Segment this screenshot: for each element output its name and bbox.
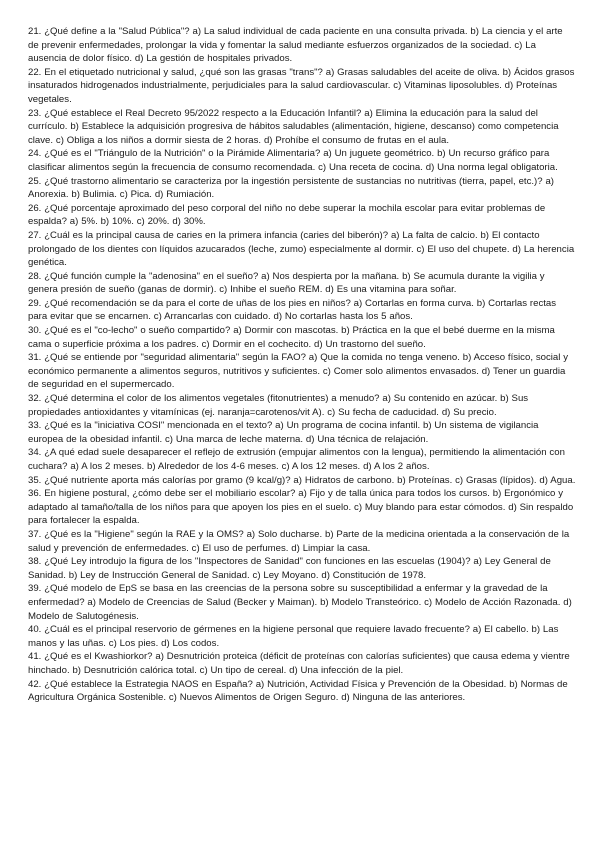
question-37: 37. ¿Qué es la "Higiene" según la RAE y la OMS? a) Solo ducharse. b) Parte de la medicina orientada a la conservación de la salud y prevención de enfermedades. c) El uso de perfumes. d) Limpiar la casa. bbox=[28, 528, 570, 554]
question-29: 29. ¿Qué recomendación se da para el corte de uñas de los pies en niños? a) Cortarlas en forma curva. b) Cortarlas rectas para evitar que se encarnen. c) Arrancarlas con cuidado. d) No cortarlas hasta los 5 años. bbox=[28, 297, 557, 323]
question-26: 26. ¿Qué porcentaje aproximado del peso corporal del niño no debe superar la mochila escolar para evitar problemas de espalda? a) 5%. b) 10%. c) 20%. d) 30%. bbox=[28, 202, 546, 228]
question-36: 36. En higiene postural, ¿cómo debe ser el mobiliario escolar? a) Fijo y de talla única para todos los cursos. b) Ergonómico y adaptado al tamaño/talla de los niños para que apoyen los pies en el suelo. c) Muy blando para estar cómodos. d) Sin respaldo para fortalecer la espalda. bbox=[28, 488, 574, 527]
question-35: 35. ¿Qué nutriente aporta más calorías por gramo (9 kcal/g)? a) Hidratos de carbono. b) Proteínas. c) Grasas (lípidos). d) Agua. bbox=[28, 474, 576, 486]
question-38: 38. ¿Qué Ley introdujo la figura de los "Inspectores de Sanidad" con funciones en las escuelas (1904)? a) Ley General de Sanidad. b) Ley de Instrucción General de Sanidad. c) Ley Moyano. d) Constitución de 1978. bbox=[28, 556, 551, 581]
question-33: 33. ¿Qué es la "iniciativa COSI" mencionada en el texto? a) Un programa de cocina infantil. b) Un sistema de vigilancia europea de la obesidad infantil. c) Una marca de leche materna. d) Una técnica de relajación. bbox=[28, 420, 539, 445]
question-23: 23. ¿Qué establece el Real Decreto 95/2022 respecto a la Educación Infantil? a) Elimina la educación para la salud del currículo. b) Establece la adquisición progresiva de hábitos saludables (alimentación, higiene, descanso) como competencia clave. c) Obliga a los niños a dormir siesta de 2 horas. d) Prohíbe el consumo de frutas en el aula. bbox=[28, 107, 559, 146]
question-21: 21. ¿Qué define a la "Salud Pública"? a) La salud individual de cada paciente en una consulta privada. b) La ciencia y el arte de prevenir enfermedades, prolongar la vida y fomentar la salud mediante esfuerzos organizados de la sociedad. c) La ausencia de dolor físico. d) La gestión de hospitales privados. bbox=[28, 26, 563, 65]
question-25: 25. ¿Qué trastorno alimentario se caracteriza por la ingestión persistente de sustancias no nutritivas (tierra, papel, etc.)? a) Anorexia. b) Bulimia. c) Pica. d) Rumiación. bbox=[28, 175, 554, 201]
document-page bbox=[28, 25, 576, 705]
question-32: 32. ¿Qué determina el color de los alimentos vegetales (fitonutrientes) a menudo? a) Su contenido en azúcar. b) Sus propiedades antioxidantes y vitamínicas (ej. naranja=carotenos/vit A). c) Su fecha de caducidad. d) Su precio. bbox=[28, 393, 529, 418]
question-30: 30. ¿Qué es el "co-lecho" o sueño compartido? a) Dormir con mascotas. b) Práctica en la que el bebé duerme en la misma cama o superficie próxima a los padres. c) Dormir en el cochecito. d) Un trastorno del sueño. bbox=[28, 325, 555, 350]
question-39: 39. ¿Qué modelo de EpS se basa en las creencias de la persona sobre su susceptibilidad a enfermar y la gravedad de la enfermedad? a) Modelo de Creencias de Salud (Becker y Maiman). b) Modelo Transteórico. c) Modelo de Acción Razonada. d) Modelo de Salutogénesis. bbox=[28, 583, 572, 622]
question-31: 31. ¿Qué se entiende por "seguridad alimentaria" según la FAO? a) Que la comida no tenga veneno. b) Acceso físico, social y económico permanente a alimentos seguros, nutritivos y suficientes. c) Comer solo alimentos envasados. d) Tener un guardia de seguridad en el supermercado. bbox=[28, 352, 569, 391]
question-28: 28. ¿Qué función cumple la "adenosina" en el sueño? a) Nos despierta por la mañana. b) Se acumula durante la vigilia y genera presión de sueño (ganas de dormir). c) Inhibe el sueño REM. d) Es una vitamina para soñar. bbox=[28, 270, 545, 296]
question-42: 42. ¿Qué establece la Estrategia NAOS en España? a) Nutrición, Actividad Física y Prevención de la Obesidad. b) Normas de Agricultura Orgánica Sostenible. c) Nuevos Alimentos de Origen Seguro. d) Ninguna de las anteriores. bbox=[28, 678, 568, 704]
question-34: 34. ¿A qué edad suele desaparecer el reflejo de extrusión (empujar alimentos con la lengua), permitiendo la alimentación con cuchara? a) A los 2 meses. b) Alrededor de los 4-6 meses. c) A los 12 meses. d) A los 2 años. bbox=[28, 447, 565, 472]
question-24: 24. ¿Qué es el "Triángulo de la Nutrición" o la Pirámide Alimentaria? a) Un juguete geométrico. b) Un recurso gráfico para clasificar alimentos según la frecuencia de consumo recomendada. c) Una receta de cocina. d) Una norma legal obligatoria. bbox=[28, 148, 558, 173]
question-41: 41. ¿Qué es el Kwashiorkor? a) Desnutrición proteica (déficit de proteínas con calorías suficientes) que causa edema y vientre hinchado. b) Desnutrición calórica total. c) Un tipo de cereal. d) Una infección de la piel. bbox=[28, 651, 570, 676]
question-22: 22. En el etiquetado nutricional y salud, ¿qué son las grasas "trans"? a) Grasas saludables del aceite de oliva. b) Ácidos grasos insaturados hidrogenados industrialmente, perjudiciales para la salud cardiovascular. c) Vitaminas liposolubles. d) Proteínas vegetales. bbox=[28, 66, 575, 105]
question-27: 27. ¿Cuál es la principal causa de caries en la primera infancia (caries del biberón)? a) La falta de calcio. b) El contacto prolongado de los dientes con líquidos azucarados (leche, zumo) especialmente al dormir. c) El uso del chupete. d) La herencia genética. bbox=[28, 229, 575, 269]
question-40: 40. ¿Cuál es el principal reservorio de gérmenes en la higiene personal que requiere lavado frecuente? a) El cabello. b) Las manos y las uñas. c) Los pies. d) Los codos. bbox=[28, 624, 559, 649]
